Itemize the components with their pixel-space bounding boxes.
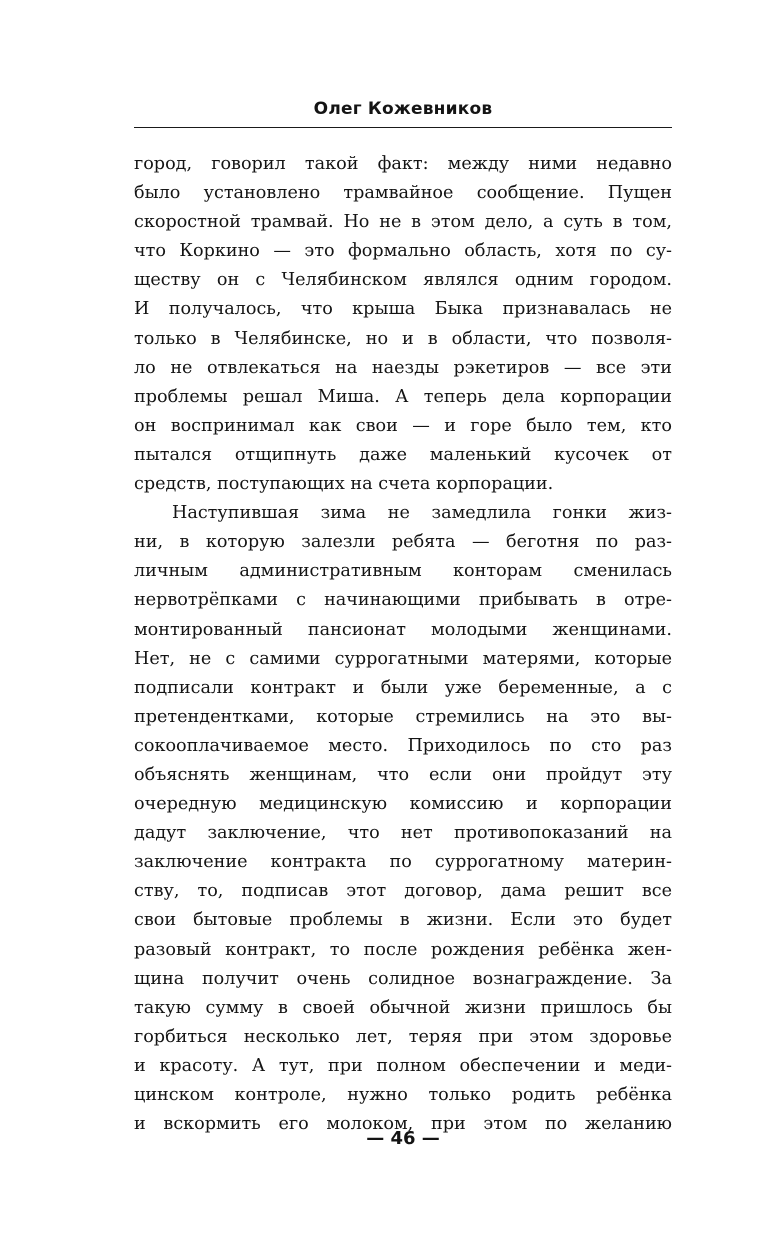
text-line: город, говорил такой факт: между ними недавно <box>134 154 672 174</box>
text-line: нервотрёпками с начинающими прибывать в отре- <box>134 590 672 611</box>
body-text <box>134 150 672 1139</box>
text-line: было установлено трамвайное сообщение. Пущен <box>134 183 672 204</box>
page-number: — 46 — <box>366 1128 440 1149</box>
text-line: и красоту. А тут, при полном обеспечении и меди- <box>134 1055 672 1076</box>
text-line: щина получит очень солидное вознаграждение. За <box>134 968 672 989</box>
text-line: Нет, не с самими суррогатными матерями, которые <box>134 648 672 669</box>
text-line: объяснять женщинам, что если они пройдут эту <box>134 764 672 785</box>
text-line: сокооплачиваемое место. Приходилось по сто раз <box>134 735 672 756</box>
text-line: цинском контроле, нужно только родить ребёнка <box>134 1085 672 1105</box>
text-line: свои бытовые проблемы в жизни. Если это будет <box>134 910 672 931</box>
text-line: средств, поступающих на счета корпорации. <box>134 474 554 495</box>
text-line: ству, то, подписав этот договор, дама решит все <box>134 881 672 902</box>
text-line: ни, в которую залезли ребята — беготня по раз- <box>134 532 672 553</box>
text-line: что Коркино — это формально область, хотя по су- <box>134 241 672 262</box>
text-line: скоростной трамвай. Но не в этом дело, а суть в том, <box>134 212 672 233</box>
text-line: он воспринимал как свои — и горе было тем, кто <box>134 415 672 436</box>
text-line: пытался отщипнуть даже маленький кусочек от <box>134 444 672 465</box>
text-line: личным административным конторам сменилась <box>134 561 672 582</box>
text-line: только в Челябинске, но и в области, что позволя- <box>134 328 672 349</box>
header-rule <box>134 127 672 128</box>
text-line: монтированный пансионат молодыми женщинами. <box>134 619 672 640</box>
text-line: ществу он с Челябинском являлся одним городом. <box>134 270 672 291</box>
running-head-author: Олег Кожевников <box>313 99 493 119</box>
text-line: очередную медицинскую комиссию и корпорации <box>134 794 672 815</box>
text-line: претендентками, которые стремились на это вы- <box>134 706 672 727</box>
text-line: проблемы решал Миша. А теперь дела корпорации <box>134 386 672 407</box>
text-line: разовый контракт, то после рождения ребёнка жен- <box>134 939 672 960</box>
text-line: и вскормить его молоком, при этом по желанию <box>134 1114 672 1135</box>
text-line: такую сумму в своей обычной жизни пришлось бы <box>134 997 672 1018</box>
text-line: Наступившая зима не замедлила гонки жиз- <box>172 503 672 524</box>
text-line: заключение контракта по суррогатному материн- <box>134 852 672 873</box>
text-line: горбиться несколько лет, теряя при этом здоровье <box>134 1026 672 1047</box>
text-line: подписали контракт и были уже беременные, а с <box>134 677 672 698</box>
text-line: И получалось, что крыша Быка признавалась не <box>134 299 672 320</box>
text-line: ло не отвлекаться на наезды рэкетиров — все эти <box>134 357 672 378</box>
text-line: дадут заключение, что нет противопоказаний на <box>134 823 672 844</box>
